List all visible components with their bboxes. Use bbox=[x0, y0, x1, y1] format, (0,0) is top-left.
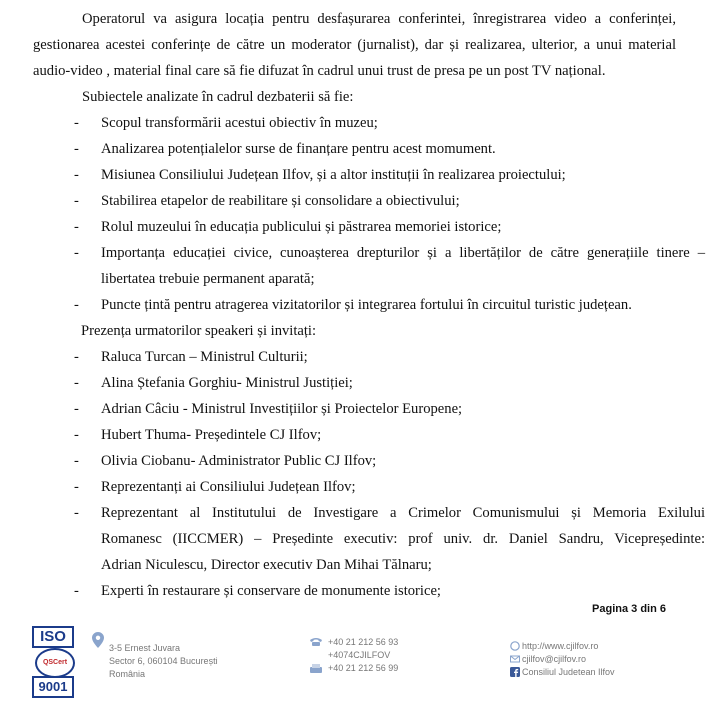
list-dash: - bbox=[74, 219, 79, 235]
iso-logo-seal: QSCert bbox=[35, 648, 75, 678]
phone-number: +4074CJILFOV bbox=[328, 650, 391, 660]
list-item-text: Adrian Câciu - Ministrul Investițiilor și Proiectelor Europene; bbox=[101, 401, 463, 417]
list-item-text: Raluca Turcan – Ministrul Culturii; bbox=[101, 349, 308, 365]
list-item-line: Adrian Niculescu, Director executiv Dan Mihai Tălnaru; bbox=[101, 557, 432, 573]
list-dash: - bbox=[74, 115, 79, 131]
list-dash: - bbox=[74, 297, 79, 313]
list-item-text: Scopul transformării acestui obiectiv în muzeu; bbox=[101, 115, 378, 131]
fax-icon bbox=[309, 664, 323, 674]
iso-logo-top: ISO bbox=[32, 626, 74, 648]
list-item-text: Hubert Thuma- Președintele CJ Ilfov; bbox=[101, 427, 322, 443]
subjects-heading: Subiectele analizate în cadrul dezbaterii să fie: bbox=[82, 89, 354, 105]
list-dash: - bbox=[74, 375, 79, 391]
page-number: Pagina 3 din 6 bbox=[592, 603, 666, 615]
iso-certification-logo bbox=[32, 626, 74, 702]
footer-phones bbox=[328, 636, 398, 675]
list-dash: - bbox=[74, 245, 79, 261]
email-link[interactable]: cjilfov@cjilfov.ro bbox=[522, 654, 586, 664]
address-street: 3-5 Ernest Juvara bbox=[109, 643, 181, 653]
footer-address bbox=[109, 642, 218, 681]
list-item-text: Rolul muzeului în educația publicului și păstrarea memoriei istorice; bbox=[101, 219, 502, 235]
list-item-text: Analizarea potențialelor surse de finanțare pentru acest momument. bbox=[101, 141, 496, 157]
address-sector: Sector 6, 060104 București bbox=[109, 656, 218, 666]
facebook-icon bbox=[510, 667, 520, 677]
list-dash: - bbox=[74, 453, 79, 469]
phone-number: +40 21 212 56 93 bbox=[328, 637, 399, 647]
intro-line-1: Operatorul va asigura locația pentru desfașurarea conferintei, înregistrarea video a conferinței, bbox=[82, 11, 676, 27]
list-dash: - bbox=[74, 583, 79, 599]
list-item-text: Reprezentanți ai Consiliului Județean Ilfov; bbox=[101, 479, 356, 495]
list-item-text bbox=[101, 240, 705, 292]
list-item-text: Puncte țintă pentru atragerea vizitatorilor și integrarea fortului în circuitul turistic județean. bbox=[101, 297, 632, 313]
list-item-line: Importanța educației civice, cunoașterea drepturilor și a libertăților de către generațiile tinere – bbox=[101, 245, 705, 261]
address-country: România bbox=[109, 669, 146, 679]
list-dash: - bbox=[74, 193, 79, 209]
iso-logo-bottom: 9001 bbox=[32, 676, 74, 698]
phone-icon bbox=[309, 637, 323, 647]
list-item-text: Experti în restaurare și conservare de monumente istorice; bbox=[101, 583, 441, 599]
list-item-text: Misiunea Consiliului Județean Ilfov, și a altor instituții în realizarea proiectului; bbox=[101, 167, 566, 183]
website-link[interactable]: http://www.cjilfov.ro bbox=[522, 641, 599, 651]
speakers-heading: Prezența urmatorilor speakeri și invitați: bbox=[81, 323, 317, 339]
list-item-line: libertatea trebuie permanent aparată; bbox=[101, 271, 315, 287]
facebook-link[interactable]: Consiliul Judetean Ilfov bbox=[522, 667, 615, 677]
web-icon bbox=[510, 641, 520, 651]
email-icon bbox=[510, 654, 520, 664]
fax-number: +40 21 212 56 99 bbox=[328, 663, 399, 673]
list-dash: - bbox=[74, 505, 79, 521]
list-item-line: Romanesc (IICCMER) – Președinte executiv: prof univ. dr. Daniel Sandru, Vicepreședinte: bbox=[101, 531, 705, 547]
list-dash: - bbox=[74, 167, 79, 183]
intro-line-3: audio-video , material final care să fie difuzat în cadrul unui trust de presa pe un post TV național. bbox=[33, 63, 606, 79]
footer-web bbox=[522, 640, 615, 679]
intro-line-2: gestionarea acestei conferințe de către un moderator (jurnalist), dar și realizarea, ulterior, a unui material bbox=[33, 37, 676, 53]
list-item-text: Alina Ștefania Gorghiu- Ministrul Justiției; bbox=[101, 375, 353, 391]
list-dash: - bbox=[74, 401, 79, 417]
list-dash: - bbox=[74, 427, 79, 443]
list-dash: - bbox=[74, 141, 79, 157]
list-item-text: Olivia Ciobanu- Administrator Public CJ Ilfov; bbox=[101, 453, 377, 469]
page-footer bbox=[0, 620, 709, 709]
list-dash: - bbox=[74, 479, 79, 495]
location-pin-icon bbox=[92, 632, 104, 648]
list-item-text: Stabilirea etapelor de reabilitare și consolidare a obiectivului; bbox=[101, 193, 460, 209]
list-item-line: Reprezentant al Institutului de Investigare a Crimelor Comunismului și Memoria Exilului bbox=[101, 505, 705, 521]
list-dash: - bbox=[74, 349, 79, 365]
list-item-text bbox=[101, 500, 705, 578]
